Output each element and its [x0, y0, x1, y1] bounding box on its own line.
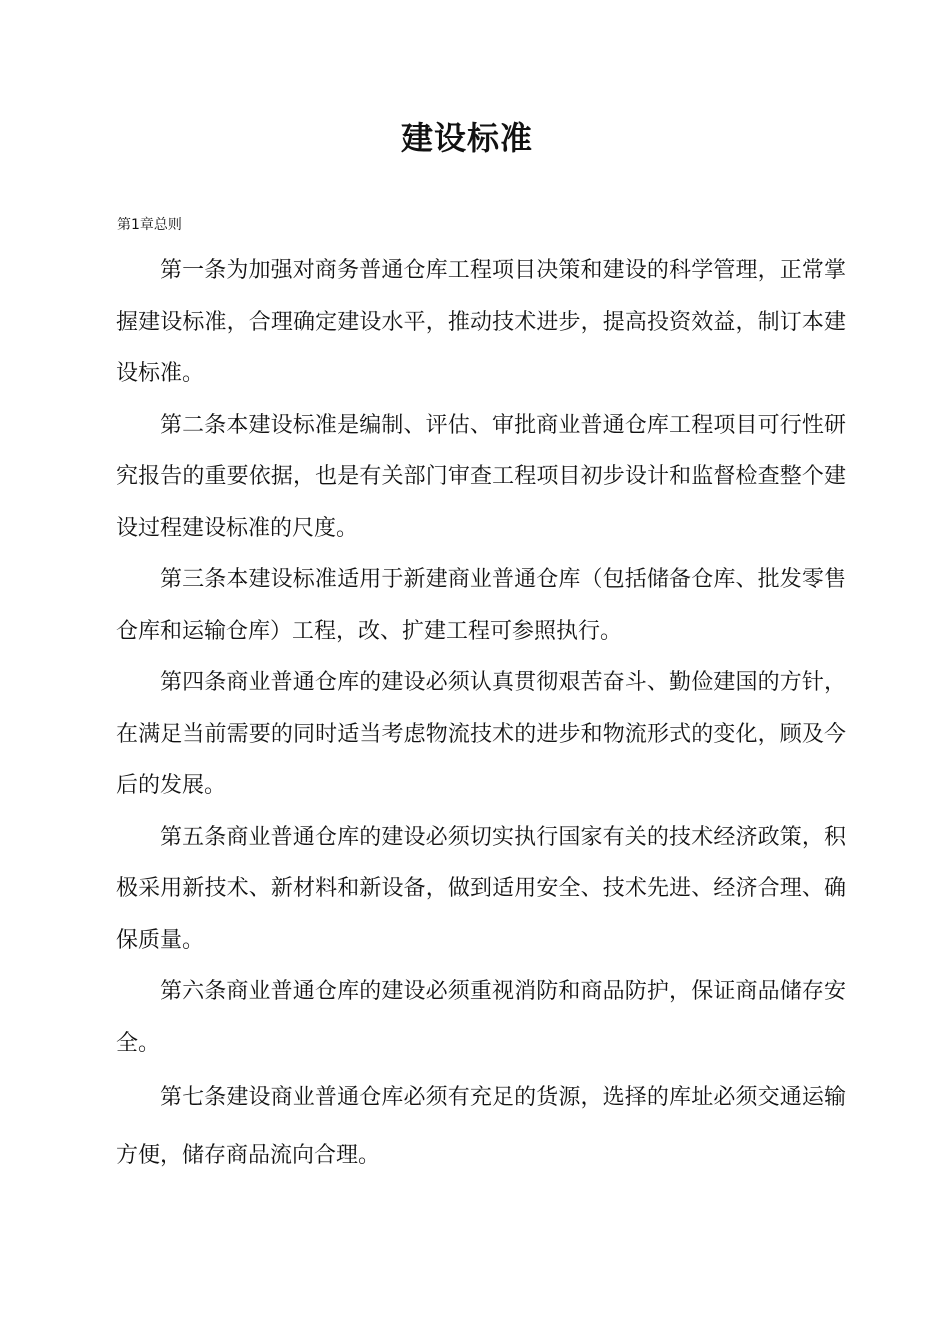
document-body: [116, 245, 846, 1185]
article-7-paragraph: 第七条建设商业普通仓库必须有充足的货源，选择的库址必须交通运输方便，储存商品流向合理。: [116, 1085, 846, 1168]
article-1-paragraph: 第一条为加强对商务普通仓库工程项目决策和建设的科学管理，正常掌握建设标准，合理确定建设水平，推动技术进步，提高投资效益，制订本建设标准。: [116, 258, 846, 386]
article-6-paragraph: 第六条商业普通仓库的建设必须重视消防和商品防护，保证商品储存安全。: [116, 979, 846, 1056]
article-3-paragraph: 第三条本建设标准适用于新建商业普通仓库（包括储备仓库、批发零售仓库和运输仓库）工程，改、扩建工程可参照执行。: [116, 567, 846, 644]
article-5-paragraph: 第五条商业普通仓库的建设必须切实执行国家有关的技术经济政策，积极采用新技术、新材料和新设备，做到适用安全、技术先进、经济合理、确保质量。: [116, 824, 846, 953]
article-4-paragraph: 第四条商业普通仓库的建设必须认真贯彻艰苦奋斗、勤俭建国的方针，在满足当前需要的同时适当考虑物流技术的进步和物流形式的变化，顾及今后的发展。: [116, 670, 846, 798]
article-2-paragraph: 第二条本建设标准是编制、评估、审批商业普通仓库工程项目可行性研究报告的重要依据，也是有关部门审查工程项目初步设计和监督检查整个建设过程建设标准的尺度。: [116, 412, 846, 541]
document-title: 建设标准: [400, 119, 533, 157]
chapter-heading: 第1章总则: [117, 217, 182, 233]
